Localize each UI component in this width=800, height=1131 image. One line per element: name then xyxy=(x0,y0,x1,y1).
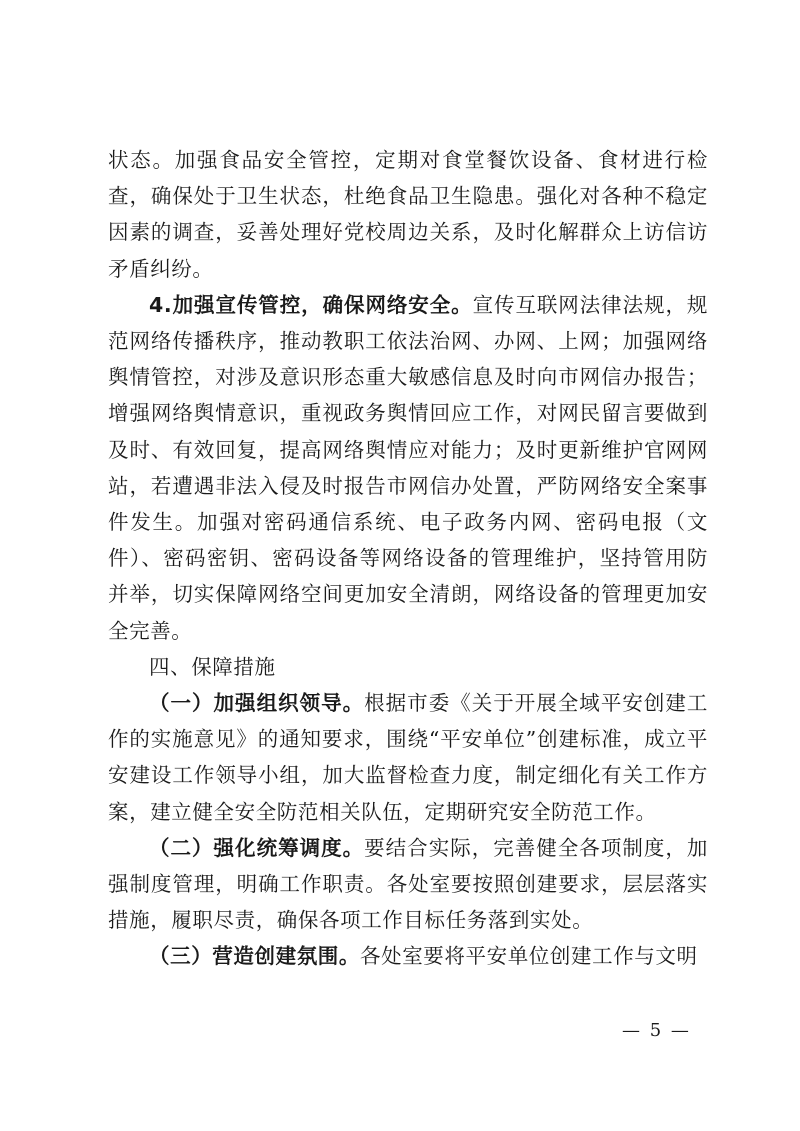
measure-text: 各处室要将平安单位创建工作与文明 xyxy=(360,944,698,969)
paragraph-food-safety xyxy=(108,142,708,287)
measure-text: 根据市委《关于开展全域平安创建工作的实施意见》的通知要求，围绕“平安单位”创建标准，成立平安建设工作领导小组，加大监督检查力度，制定细化有关工作方案，建立健全安全防范相关队伍，定期研究安全防范工作。 xyxy=(108,691,708,824)
measure-lead: （二）强化统筹调度。 xyxy=(149,835,365,860)
measure-text: 要结合实际，完善健全各项制度，加强制度管理，明确工作职责。各处室要按照创建要求，层层落实措施，履职尽责，确保各项工作目标任务落到实处。 xyxy=(108,835,708,933)
section-heading-safeguards: 四、保障措施 xyxy=(149,654,276,679)
paragraph-text: 宣传互联网法律法规，规范网络传播秩序，推动教职工依法治网、办网、上网；加强网络舆情管控，对涉及意识形态重大敏感信息及时向市网信办报告；增强网络舆情意识，重视政务舆情回应工作，对网民留言要做到及时、有效回复，提高网络舆情应对能力；及时更新维护官网网站，若遭遇非法入侵及时报告市网信办处置，严防网络安全案事件发生。加强对密码通信系统、电子政务内网、密码电报（文件）、密码密钥、密码设备等网络设备的管理维护，坚持管用防并举，切实保障网络空间更加安全清朗，网络设备的管理更加安全完善。 xyxy=(108,292,708,643)
measure-coordination xyxy=(108,830,708,939)
document-body xyxy=(108,142,708,975)
measure-lead: （三）营造创建氛围。 xyxy=(149,944,360,969)
page-number: — 5 — xyxy=(622,1020,691,1041)
measure-atmosphere xyxy=(108,938,708,974)
paragraph-network-security xyxy=(108,287,708,649)
measure-organization-leadership xyxy=(108,685,708,830)
measure-lead: （一）加强组织领导。 xyxy=(149,691,365,716)
paragraph-lead: 4.加强宣传管控，确保网络安全。 xyxy=(149,292,473,317)
paragraph-text: 状态。加强食品安全管控，定期对食堂餐饮设备、食材进行检查，确保处于卫生状态，杜绝食品卫生隐患。强化对各种不稳定因素的调查，妥善处理好党校周边关系，及时化解群众上访信访矛盾纠纷。 xyxy=(108,148,708,281)
